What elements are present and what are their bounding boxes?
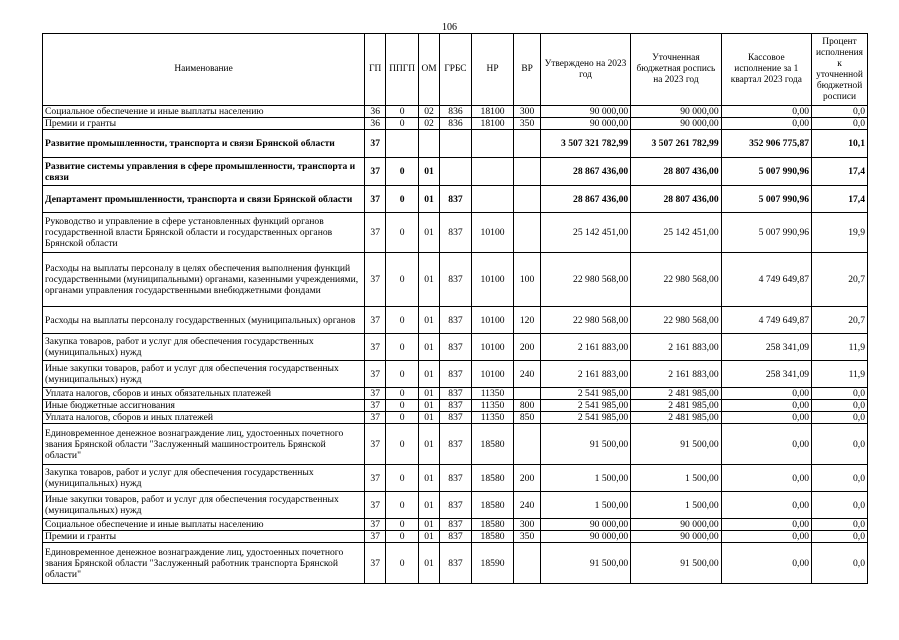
cell-nr: 10100 bbox=[471, 361, 514, 388]
cell-cash: 258 341,09 bbox=[721, 334, 811, 361]
cell-nr: 10100 bbox=[471, 213, 514, 253]
cell-grbs: 837 bbox=[440, 307, 471, 334]
cell-approved: 90 000,00 bbox=[540, 106, 630, 118]
cell-gp: 37 bbox=[365, 388, 386, 400]
cell-grbs: 836 bbox=[440, 106, 471, 118]
cell-refined: 28 807 436,00 bbox=[631, 186, 721, 213]
cell-cash: 0,00 bbox=[721, 400, 811, 412]
cell-percent: 0,0 bbox=[812, 465, 868, 492]
header-refined: Уточненная бюджетная роспись на 2023 год bbox=[631, 34, 721, 106]
cell-name: Иные закупки товаров, работ и услуг для обеспечения государственных (муниципальных) нужд bbox=[43, 492, 365, 519]
cell-name: Развитие промышленности, транспорта и связи Брянской области bbox=[43, 130, 365, 158]
cell-cash: 0,00 bbox=[721, 424, 811, 465]
cell-vr: 850 bbox=[514, 412, 540, 424]
cell-name: Премии и гранты bbox=[43, 118, 365, 130]
cell-gp: 37 bbox=[365, 519, 386, 531]
cell-name: Единовременное денежное вознаграждение лиц, удостоенных почетного звания Брянской области "Заслуженный машиностроитель Брянской области" bbox=[43, 424, 365, 465]
cell-approved: 1 500,00 bbox=[540, 492, 630, 519]
cell-gp: 37 bbox=[365, 334, 386, 361]
cell-gp: 37 bbox=[365, 253, 386, 307]
cell-approved: 90 000,00 bbox=[540, 531, 630, 543]
cell-om: 01 bbox=[418, 465, 439, 492]
cell-approved: 91 500,00 bbox=[540, 424, 630, 465]
cell-grbs: 836 bbox=[440, 118, 471, 130]
cell-refined: 2 481 985,00 bbox=[631, 412, 721, 424]
cell-nr: 10100 bbox=[471, 334, 514, 361]
header-approved: Утверждено на 2023 год bbox=[540, 34, 630, 106]
header-nr: НР bbox=[471, 34, 514, 106]
header-grbs: ГРБС bbox=[440, 34, 471, 106]
cell-name: Департамент промышленности, транспорта и связи Брянской области bbox=[43, 186, 365, 213]
cell-om: 02 bbox=[418, 106, 439, 118]
cell-om: 01 bbox=[418, 307, 439, 334]
table-row bbox=[43, 253, 868, 307]
cell-name: Развитие системы управления в сфере промышленности, транспорта и связи bbox=[43, 158, 365, 186]
cell-grbs: 837 bbox=[440, 531, 471, 543]
cell-ppgp: 0 bbox=[386, 361, 419, 388]
cell-ppgp: 0 bbox=[386, 213, 419, 253]
cell-om: 01 bbox=[418, 424, 439, 465]
cell-nr: 11350 bbox=[471, 400, 514, 412]
cell-approved: 28 867 436,00 bbox=[540, 186, 630, 213]
cell-approved: 2 541 985,00 bbox=[540, 412, 630, 424]
cell-gp: 37 bbox=[365, 543, 386, 584]
table-row bbox=[43, 186, 868, 213]
table-row bbox=[43, 492, 868, 519]
cell-nr: 11350 bbox=[471, 412, 514, 424]
cell-nr: 11350 bbox=[471, 388, 514, 400]
cell-refined: 90 000,00 bbox=[631, 118, 721, 130]
cell-gp: 36 bbox=[365, 106, 386, 118]
cell-refined: 22 980 568,00 bbox=[631, 253, 721, 307]
table-row bbox=[43, 158, 868, 186]
cell-name: Единовременное денежное вознаграждение лиц, удостоенных почетного звания Брянской области "Заслуженный работник транспорта Брянской области" bbox=[43, 543, 365, 584]
cell-vr bbox=[514, 213, 540, 253]
cell-ppgp: 0 bbox=[386, 158, 419, 186]
cell-om: 02 bbox=[418, 118, 439, 130]
cell-vr: 240 bbox=[514, 492, 540, 519]
cell-vr bbox=[514, 424, 540, 465]
cell-gp: 37 bbox=[365, 492, 386, 519]
cell-percent: 0,0 bbox=[812, 543, 868, 584]
cell-refined: 2 161 883,00 bbox=[631, 361, 721, 388]
cell-vr: 350 bbox=[514, 531, 540, 543]
table-row bbox=[43, 400, 868, 412]
cell-cash: 0,00 bbox=[721, 465, 811, 492]
cell-vr: 350 bbox=[514, 118, 540, 130]
cell-refined: 91 500,00 bbox=[631, 543, 721, 584]
cell-om: 01 bbox=[418, 400, 439, 412]
cell-percent: 0,0 bbox=[812, 424, 868, 465]
cell-ppgp: 0 bbox=[386, 186, 419, 213]
cell-gp: 37 bbox=[365, 412, 386, 424]
cell-grbs: 837 bbox=[440, 492, 471, 519]
cell-percent: 20,7 bbox=[812, 253, 868, 307]
header-percent: Процент исполнения к уточненной бюджетной росписи bbox=[812, 34, 868, 106]
cell-cash: 4 749 649,87 bbox=[721, 253, 811, 307]
cell-approved: 90 000,00 bbox=[540, 118, 630, 130]
table-row bbox=[43, 307, 868, 334]
cell-refined: 2 161 883,00 bbox=[631, 334, 721, 361]
cell-ppgp: 0 bbox=[386, 424, 419, 465]
cell-refined: 28 807 436,00 bbox=[631, 158, 721, 186]
cell-nr: 18590 bbox=[471, 543, 514, 584]
cell-refined: 1 500,00 bbox=[631, 465, 721, 492]
cell-percent: 17,4 bbox=[812, 186, 868, 213]
cell-grbs: 837 bbox=[440, 253, 471, 307]
cell-refined: 2 481 985,00 bbox=[631, 388, 721, 400]
cell-name: Расходы на выплаты персоналу в целях обеспечения выполнения функций государственными (муниципальными) органами, казенными учреждениями, органами управления государственными внебюджетными фондами bbox=[43, 253, 365, 307]
cell-grbs: 837 bbox=[440, 519, 471, 531]
header-om: ОМ bbox=[418, 34, 439, 106]
cell-nr: 18580 bbox=[471, 465, 514, 492]
cell-om: 01 bbox=[418, 158, 439, 186]
cell-approved: 3 507 321 782,99 bbox=[540, 130, 630, 158]
header-name: Наименование bbox=[43, 34, 365, 106]
cell-gp: 37 bbox=[365, 213, 386, 253]
cell-vr: 100 bbox=[514, 253, 540, 307]
table-row bbox=[43, 334, 868, 361]
cell-name: Расходы на выплаты персоналу государственных (муниципальных) органов bbox=[43, 307, 365, 334]
cell-percent: 0,0 bbox=[812, 118, 868, 130]
cell-percent: 11,9 bbox=[812, 361, 868, 388]
table-row bbox=[43, 531, 868, 543]
table-row bbox=[43, 519, 868, 531]
cell-ppgp: 0 bbox=[386, 543, 419, 584]
cell-refined: 90 000,00 bbox=[631, 519, 721, 531]
cell-grbs: 837 bbox=[440, 361, 471, 388]
cell-approved: 2 541 985,00 bbox=[540, 388, 630, 400]
cell-approved: 2 161 883,00 bbox=[540, 334, 630, 361]
cell-percent: 0,0 bbox=[812, 388, 868, 400]
cell-ppgp: 0 bbox=[386, 412, 419, 424]
cell-vr: 240 bbox=[514, 361, 540, 388]
cell-percent: 10,1 bbox=[812, 130, 868, 158]
page-number: 106 bbox=[442, 22, 457, 33]
cell-approved: 2 161 883,00 bbox=[540, 361, 630, 388]
cell-name: Уплата налогов, сборов и иных платежей bbox=[43, 412, 365, 424]
cell-om: 01 bbox=[418, 213, 439, 253]
cell-refined: 91 500,00 bbox=[631, 424, 721, 465]
cell-name: Уплата налогов, сборов и иных обязательных платежей bbox=[43, 388, 365, 400]
table-row bbox=[43, 465, 868, 492]
cell-nr: 18580 bbox=[471, 531, 514, 543]
header-gp: ГП bbox=[365, 34, 386, 106]
cell-om: 01 bbox=[418, 253, 439, 307]
cell-cash: 0,00 bbox=[721, 519, 811, 531]
table-row bbox=[43, 106, 868, 118]
cell-ppgp: 0 bbox=[386, 334, 419, 361]
table-row bbox=[43, 388, 868, 400]
cell-ppgp: 0 bbox=[386, 253, 419, 307]
cell-name: Иные закупки товаров, работ и услуг для обеспечения государственных (муниципальных) нужд bbox=[43, 361, 365, 388]
cell-cash: 5 007 990,96 bbox=[721, 213, 811, 253]
cell-cash: 352 906 775,87 bbox=[721, 130, 811, 158]
cell-gp: 37 bbox=[365, 465, 386, 492]
cell-percent: 0,0 bbox=[812, 492, 868, 519]
cell-name: Социальное обеспечение и иные выплаты населению bbox=[43, 106, 365, 118]
cell-name: Закупка товаров, работ и услуг для обеспечения государственных (муниципальных) нужд bbox=[43, 465, 365, 492]
cell-refined: 2 481 985,00 bbox=[631, 400, 721, 412]
cell-vr bbox=[514, 186, 540, 213]
cell-vr: 800 bbox=[514, 400, 540, 412]
cell-vr bbox=[514, 158, 540, 186]
cell-ppgp: 0 bbox=[386, 465, 419, 492]
cell-grbs: 837 bbox=[440, 424, 471, 465]
cell-om: 01 bbox=[418, 412, 439, 424]
cell-vr bbox=[514, 130, 540, 158]
table-body bbox=[43, 106, 868, 584]
cell-vr bbox=[514, 543, 540, 584]
cell-gp: 37 bbox=[365, 531, 386, 543]
cell-ppgp: 0 bbox=[386, 400, 419, 412]
cell-percent: 0,0 bbox=[812, 412, 868, 424]
cell-vr: 120 bbox=[514, 307, 540, 334]
header-cash: Кассовое исполнение за 1 квартал 2023 года bbox=[721, 34, 811, 106]
cell-percent: 0,0 bbox=[812, 519, 868, 531]
cell-approved: 1 500,00 bbox=[540, 465, 630, 492]
cell-percent: 11,9 bbox=[812, 334, 868, 361]
cell-nr bbox=[471, 158, 514, 186]
cell-name: Закупка товаров, работ и услуг для обеспечения государственных (муниципальных) нужд bbox=[43, 334, 365, 361]
cell-name: Социальное обеспечение и иные выплаты населению bbox=[43, 519, 365, 531]
cell-cash: 0,00 bbox=[721, 106, 811, 118]
cell-grbs: 837 bbox=[440, 412, 471, 424]
cell-percent: 0,0 bbox=[812, 400, 868, 412]
cell-gp: 37 bbox=[365, 424, 386, 465]
cell-nr bbox=[471, 186, 514, 213]
cell-ppgp: 0 bbox=[386, 307, 419, 334]
cell-nr: 18100 bbox=[471, 118, 514, 130]
cell-grbs: 837 bbox=[440, 400, 471, 412]
table-row bbox=[43, 543, 868, 584]
cell-percent: 19,9 bbox=[812, 213, 868, 253]
cell-vr bbox=[514, 388, 540, 400]
cell-vr: 200 bbox=[514, 465, 540, 492]
cell-nr: 18100 bbox=[471, 106, 514, 118]
cell-grbs: 837 bbox=[440, 213, 471, 253]
cell-nr: 18580 bbox=[471, 519, 514, 531]
cell-cash: 0,00 bbox=[721, 388, 811, 400]
cell-om: 01 bbox=[418, 531, 439, 543]
cell-percent: 0,0 bbox=[812, 531, 868, 543]
cell-nr: 10100 bbox=[471, 253, 514, 307]
cell-cash: 4 749 649,87 bbox=[721, 307, 811, 334]
cell-grbs: 837 bbox=[440, 543, 471, 584]
table-row bbox=[43, 412, 868, 424]
cell-approved: 22 980 568,00 bbox=[540, 253, 630, 307]
header-vr: ВР bbox=[514, 34, 540, 106]
cell-ppgp: 0 bbox=[386, 388, 419, 400]
header-ppgp: ППГП bbox=[386, 34, 419, 106]
cell-om: 01 bbox=[418, 492, 439, 519]
cell-approved: 22 980 568,00 bbox=[540, 307, 630, 334]
cell-approved: 25 142 451,00 bbox=[540, 213, 630, 253]
table-row bbox=[43, 130, 868, 158]
cell-refined: 90 000,00 bbox=[631, 531, 721, 543]
cell-percent: 0,0 bbox=[812, 106, 868, 118]
table-row bbox=[43, 361, 868, 388]
cell-ppgp: 0 bbox=[386, 531, 419, 543]
cell-cash: 5 007 990,96 bbox=[721, 158, 811, 186]
cell-percent: 17,4 bbox=[812, 158, 868, 186]
cell-cash: 0,00 bbox=[721, 492, 811, 519]
cell-refined: 22 980 568,00 bbox=[631, 307, 721, 334]
cell-approved: 28 867 436,00 bbox=[540, 158, 630, 186]
cell-cash: 0,00 bbox=[721, 412, 811, 424]
cell-ppgp: 0 bbox=[386, 106, 419, 118]
cell-om: 01 bbox=[418, 519, 439, 531]
cell-vr: 300 bbox=[514, 106, 540, 118]
cell-gp: 36 bbox=[365, 118, 386, 130]
cell-gp: 37 bbox=[365, 307, 386, 334]
table-row bbox=[43, 424, 868, 465]
cell-refined: 1 500,00 bbox=[631, 492, 721, 519]
cell-gp: 37 bbox=[365, 400, 386, 412]
cell-name: Иные бюджетные ассигнования bbox=[43, 400, 365, 412]
cell-ppgp bbox=[386, 130, 419, 158]
cell-name: Руководство и управление в сфере установленных функций органов государственной власти Брянской области и государственных органов Брянской области bbox=[43, 213, 365, 253]
cell-grbs: 837 bbox=[440, 334, 471, 361]
cell-cash: 5 007 990,96 bbox=[721, 186, 811, 213]
cell-gp: 37 bbox=[365, 158, 386, 186]
cell-nr: 18580 bbox=[471, 492, 514, 519]
cell-cash: 0,00 bbox=[721, 531, 811, 543]
cell-om bbox=[418, 130, 439, 158]
header-row bbox=[43, 34, 868, 106]
cell-approved: 91 500,00 bbox=[540, 543, 630, 584]
budget-table bbox=[42, 33, 868, 584]
table-row bbox=[43, 213, 868, 253]
cell-grbs: 837 bbox=[440, 465, 471, 492]
cell-om: 01 bbox=[418, 334, 439, 361]
cell-om: 01 bbox=[418, 186, 439, 213]
cell-om: 01 bbox=[418, 543, 439, 584]
cell-approved: 90 000,00 bbox=[540, 519, 630, 531]
cell-refined: 90 000,00 bbox=[631, 106, 721, 118]
cell-vr: 200 bbox=[514, 334, 540, 361]
cell-nr bbox=[471, 130, 514, 158]
cell-gp: 37 bbox=[365, 361, 386, 388]
cell-refined: 25 142 451,00 bbox=[631, 213, 721, 253]
cell-grbs bbox=[440, 158, 471, 186]
table-row bbox=[43, 118, 868, 130]
cell-name: Премии и гранты bbox=[43, 531, 365, 543]
cell-gp: 37 bbox=[365, 186, 386, 213]
cell-cash: 0,00 bbox=[721, 543, 811, 584]
cell-grbs bbox=[440, 130, 471, 158]
cell-cash: 258 341,09 bbox=[721, 361, 811, 388]
cell-grbs: 837 bbox=[440, 186, 471, 213]
cell-nr: 18580 bbox=[471, 424, 514, 465]
cell-vr: 300 bbox=[514, 519, 540, 531]
cell-ppgp: 0 bbox=[386, 118, 419, 130]
cell-refined: 3 507 261 782,99 bbox=[631, 130, 721, 158]
cell-nr: 10100 bbox=[471, 307, 514, 334]
cell-percent: 20,7 bbox=[812, 307, 868, 334]
cell-gp: 37 bbox=[365, 130, 386, 158]
cell-om: 01 bbox=[418, 388, 439, 400]
cell-ppgp: 0 bbox=[386, 519, 419, 531]
cell-approved: 2 541 985,00 bbox=[540, 400, 630, 412]
cell-grbs: 837 bbox=[440, 388, 471, 400]
cell-cash: 0,00 bbox=[721, 118, 811, 130]
cell-ppgp: 0 bbox=[386, 492, 419, 519]
cell-om: 01 bbox=[418, 361, 439, 388]
